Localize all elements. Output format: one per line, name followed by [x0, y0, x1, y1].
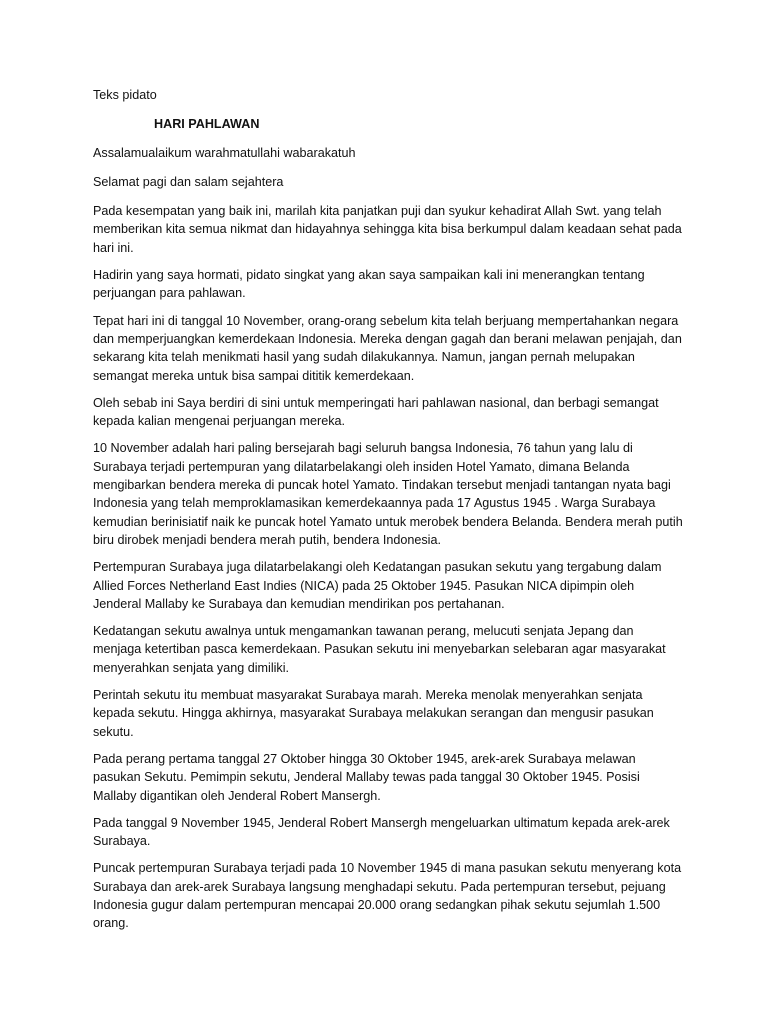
paragraph-3: Tepat hari ini di tanggal 10 November, orang-orang sebelum kita telah berjuang mempertahankan negara dan memperjuangkan kemerdekaan Indonesia. Mereka dengan gagah dan berani melawan penjajah, dan sekarang kita telah menikmati hasil yang sudah dilakukannya. Namun, jangan pernah melupakan semangat mereka untuk bisa sampai dititik kemerdekaan.: [93, 313, 682, 383]
greeting-salutation: Selamat pagi dan salam sejahtera: [93, 174, 284, 189]
paragraph-10: Pada tanggal 9 November 1945, Jenderal Robert Mansergh mengeluarkan ultimatum kepada arek-arek Surabaya.: [93, 815, 670, 849]
speech-title: HARI PAHLAWAN: [154, 117, 260, 132]
paragraph-7: Kedatangan sekutu awalnya untuk mengamankan tawanan perang, melucuti senjata Jepang dan menjaga ketertiban pasca kemerdekaan. Pasukan sekutu ini menyebarkan selebaran agar masyarakat menyerahkan senjata yang dimiliki.: [93, 624, 666, 675]
paragraph-8: Perintah sekutu itu membuat masyarakat Surabaya marah. Mereka menolak menyerahkan senjata kepada sekutu. Hingga akhirnya, masyarakat Surabaya melakukan serangan dan mengusir pasukan sekutu.: [93, 688, 654, 739]
greeting-opening: Assalamualaikum warahmatullahi wabarakatuh: [93, 145, 356, 160]
paragraph-11: Puncak pertempuran Surabaya terjadi pada 10 November 1945 di mana pasukan sekutu menyerang kota Surabaya dan arek-arek Surabaya langsung menghadapi sekutu. Pada pertempuran tersebut, pejuang Indonesia gugur dalam pertempuran mencapai 20.000 orang sedangkan pihak sekutu sejumlah 1.500 orang.: [93, 861, 682, 931]
paragraph-4: Oleh sebab ini Saya berdiri di sini untuk memperingati hari pahlawan nasional, dan berbagi semangat kepada kalian mengenai perjuangan mereka.: [93, 395, 659, 429]
paragraph-6: Pertempuran Surabaya juga dilatarbelakangi oleh Kedatangan pasukan sekutu yang tergabung dalam Allied Forces Netherland East Indies (NICA) pada 25 Oktober 1945. Pasukan NICA dipimpin oleh Jenderal Mallaby ke Surabaya dan kemudian mendirikan pos pertahanan.: [93, 560, 662, 611]
paragraph-5: 10 November adalah hari paling bersejarah bagi seluruh bangsa Indonesia, 76 tahun yang lalu di Surabaya terjadi pertempuran yang dilatarbelakangi oleh insiden Hotel Yamato, dimana Belanda mengibarkan bendera mereka di puncak hotel Yamato. Tindakan tersebut menjadi tantangan nyata bagi Indonesia yang telah memproklamasikan kemerdekaannya pada 17 Agustus 1945 . Warga Surabaya kemudian berinisiatif naik ke puncak hotel Yamato untuk merobek bendera Belanda. Bendera merah putih biru dirobek menjadi bendera merah putih, bendera Indonesia.: [93, 441, 683, 547]
paragraph-2: Hadirin yang saya hormati, pidato singkat yang akan saya sampaikan kali ini menerangkan tentang perjuangan para pahlawan.: [93, 268, 645, 301]
paragraph-9: Pada perang pertama tanggal 27 Oktober hingga 30 Oktober 1945, arek-arek Surabaya melawan pasukan Sekutu. Pemimpin sekutu, Jenderal Mallaby tewas pada tanggal 30 Oktober 1945. Posisi Mallaby digantikan oleh Jenderal Robert Mansergh.: [93, 751, 640, 803]
paragraph-1: Pada kesempatan yang baik ini, marilah kita panjatkan puji dan syukur kehadirat Allah Swt. yang telah memberikan kita semua nikmat dan hidayahnya sehingga kita bisa berkumpul dalam keadaan sehat pada hari ini.: [93, 204, 682, 255]
document-label: Teks pidato: [93, 88, 157, 102]
document-page: [93, 86, 685, 942]
